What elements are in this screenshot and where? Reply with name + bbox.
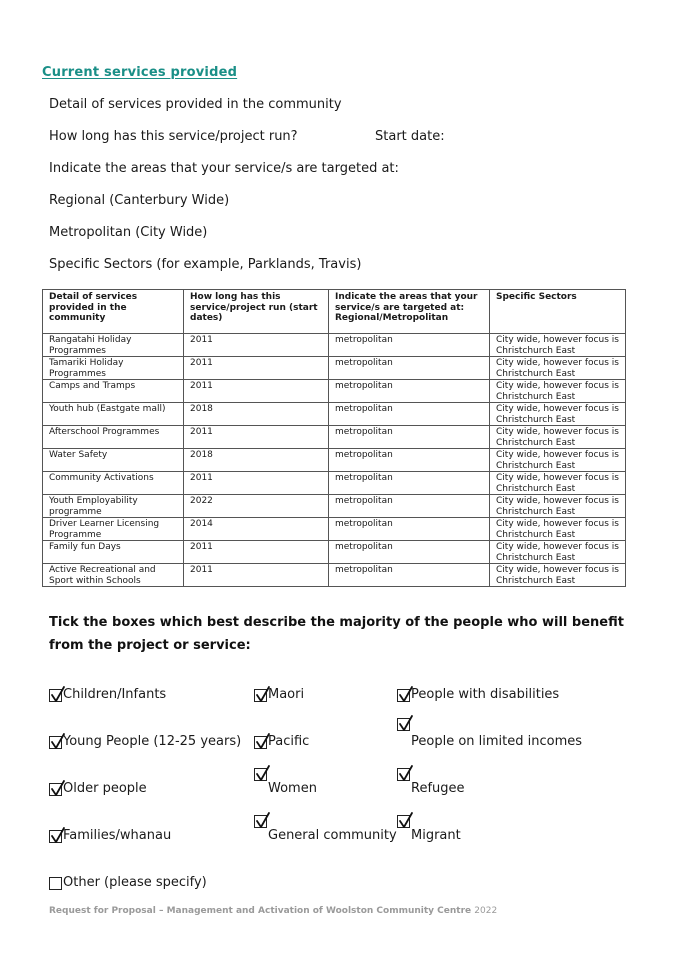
table-cell: 2011 bbox=[184, 334, 329, 357]
checkbox[interactable] bbox=[49, 689, 62, 702]
start-date-label: Start date: bbox=[375, 129, 445, 144]
checkbox[interactable] bbox=[49, 783, 62, 796]
table-cell: City wide, however focus is Christchurch East bbox=[490, 495, 626, 518]
checkbox-label: Pacific bbox=[268, 734, 310, 749]
page-footer bbox=[49, 906, 497, 916]
table-cell: City wide, however focus is Christchurch East bbox=[490, 541, 626, 564]
table-row bbox=[43, 334, 626, 357]
table-cell: Rangatahi Holiday Programmes bbox=[43, 334, 184, 357]
checkbox[interactable] bbox=[254, 815, 267, 828]
beneficiaries-question: Tick the boxes which best describe the majority of the people who will benefit from the project or service: bbox=[49, 615, 624, 653]
table-cell: 2014 bbox=[184, 518, 329, 541]
regional-label: Regional (Canterbury Wide) bbox=[49, 193, 230, 208]
table-row bbox=[43, 449, 626, 472]
table-cell: Youth Employability programme bbox=[43, 495, 184, 518]
table-cell: metropolitan bbox=[329, 472, 490, 495]
service-duration-label: How long has this service/project run? bbox=[49, 129, 298, 144]
table-header-cell: Specific Sectors bbox=[490, 290, 626, 334]
checkbox[interactable] bbox=[49, 877, 62, 890]
table-cell: City wide, however focus is Christchurch East bbox=[490, 426, 626, 449]
table-cell: Tamariki Holiday Programmes bbox=[43, 357, 184, 380]
table-cell: metropolitan bbox=[329, 426, 490, 449]
table-cell: 2018 bbox=[184, 449, 329, 472]
table-cell: 2018 bbox=[184, 403, 329, 426]
checkbox[interactable] bbox=[397, 689, 410, 702]
table-cell: Family fun Days bbox=[43, 541, 184, 564]
table-cell: metropolitan bbox=[329, 541, 490, 564]
services-detail-label: Detail of services provided in the community bbox=[49, 97, 342, 112]
table-row bbox=[43, 495, 626, 518]
table-row bbox=[43, 518, 626, 541]
table-row bbox=[43, 403, 626, 426]
table-cell: City wide, however focus is Christchurch East bbox=[490, 564, 626, 587]
table-cell: City wide, however focus is Christchurch East bbox=[490, 334, 626, 357]
checkbox-label: Older people bbox=[63, 781, 147, 796]
table-row bbox=[43, 380, 626, 403]
checkbox-label: Families/whanau bbox=[63, 828, 172, 843]
table-cell: City wide, however focus is Christchurch East bbox=[490, 380, 626, 403]
table-cell: Camps and Tramps bbox=[43, 380, 184, 403]
table-cell: City wide, however focus is Christchurch East bbox=[490, 403, 626, 426]
footer-year: 2022 bbox=[474, 906, 498, 916]
checkbox[interactable] bbox=[397, 815, 410, 828]
table-cell: 2011 bbox=[184, 357, 329, 380]
table-cell: 2011 bbox=[184, 541, 329, 564]
checkbox[interactable] bbox=[254, 689, 267, 702]
section-heading: Current services provided bbox=[42, 65, 238, 80]
checkbox-label: People on limited incomes bbox=[411, 734, 583, 749]
table-header-cell: How long has this service/project run (start dates) bbox=[184, 290, 329, 334]
specific-sectors-label: Specific Sectors (for example, Parklands, Travis) bbox=[49, 257, 362, 272]
table-cell: 2011 bbox=[184, 380, 329, 403]
table-row bbox=[43, 472, 626, 495]
table-cell: 2022 bbox=[184, 495, 329, 518]
checkbox-label: People with disabilities bbox=[411, 687, 560, 702]
services-table bbox=[42, 289, 626, 587]
checkbox[interactable] bbox=[397, 718, 410, 731]
table-header-cell: Indicate the areas that your service/s are targeted at: Regional/Metropolitan bbox=[329, 290, 490, 334]
table-cell: Active Recreational and Sport within Schools bbox=[43, 564, 184, 587]
checkbox-label: Young People (12-25 years) bbox=[63, 734, 242, 749]
checkbox[interactable] bbox=[49, 830, 62, 843]
metropolitan-label: Metropolitan (City Wide) bbox=[49, 225, 208, 240]
table-cell: City wide, however focus is Christchurch East bbox=[490, 449, 626, 472]
table-cell: City wide, however focus is Christchurch East bbox=[490, 518, 626, 541]
checkbox[interactable] bbox=[49, 736, 62, 749]
checkmark-icon bbox=[398, 715, 414, 733]
footer-text: Request for Proposal – Management and Activation of Woolston Community Centre bbox=[49, 906, 472, 916]
table-header-row bbox=[43, 290, 626, 334]
table-cell: Youth hub (Eastgate mall) bbox=[43, 403, 184, 426]
target-areas-label: Indicate the areas that your service/s are targeted at: bbox=[49, 161, 399, 176]
checkbox-label: General community bbox=[268, 828, 397, 843]
checkbox-label: Refugee bbox=[411, 781, 465, 796]
table-cell: Afterschool Programmes bbox=[43, 426, 184, 449]
table-cell: metropolitan bbox=[329, 403, 490, 426]
checkbox-label: Women bbox=[268, 781, 317, 796]
table-row bbox=[43, 426, 626, 449]
checkbox-label: Migrant bbox=[411, 828, 461, 843]
table-cell: metropolitan bbox=[329, 495, 490, 518]
table-cell: Water Safety bbox=[43, 449, 184, 472]
table-cell: metropolitan bbox=[329, 380, 490, 403]
table-cell: City wide, however focus is Christchurch East bbox=[490, 472, 626, 495]
table-header-cell: Detail of services provided in the community bbox=[43, 290, 184, 334]
checkbox-label: Other (please specify) bbox=[63, 875, 207, 890]
checkbox-label: Children/Infants bbox=[63, 687, 167, 702]
table-cell: metropolitan bbox=[329, 334, 490, 357]
table-cell: 2011 bbox=[184, 472, 329, 495]
table-cell: 2011 bbox=[184, 564, 329, 587]
table-cell: metropolitan bbox=[329, 518, 490, 541]
table-row bbox=[43, 357, 626, 380]
table-row bbox=[43, 564, 626, 587]
checkbox-label: Maori bbox=[268, 687, 305, 702]
table-cell: Community Activations bbox=[43, 472, 184, 495]
checkbox[interactable] bbox=[397, 768, 410, 781]
checkbox[interactable] bbox=[254, 736, 267, 749]
table-cell: City wide, however focus is Christchurch East bbox=[490, 357, 626, 380]
table-row bbox=[43, 541, 626, 564]
table-cell: metropolitan bbox=[329, 449, 490, 472]
table-cell: Driver Learner Licensing Programme bbox=[43, 518, 184, 541]
table-cell: 2011 bbox=[184, 426, 329, 449]
checkbox[interactable] bbox=[254, 768, 267, 781]
table-cell: metropolitan bbox=[329, 357, 490, 380]
table-cell: metropolitan bbox=[329, 564, 490, 587]
